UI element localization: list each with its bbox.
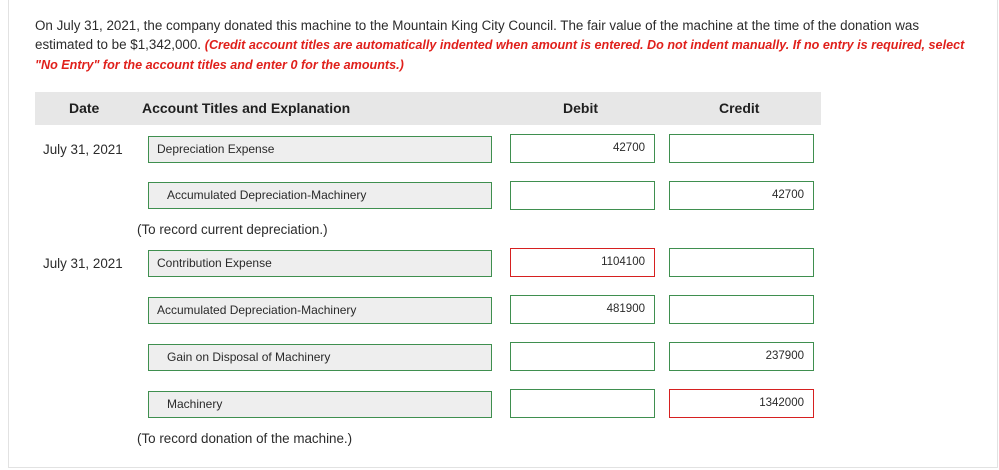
account-title-input[interactable]: Accumulated Depreciation-Machinery <box>148 297 492 324</box>
credit-amount-input[interactable]: 1342000 <box>669 389 814 418</box>
debit-amount-input[interactable] <box>510 181 655 210</box>
account-title-input[interactable]: Accumulated Depreciation-Machinery <box>148 182 492 209</box>
debit-amount-input[interactable]: 481900 <box>510 295 655 324</box>
account-title-input[interactable]: Depreciation Expense <box>148 136 492 163</box>
credit-amount-input[interactable] <box>669 248 814 277</box>
account-title-input[interactable]: Gain on Disposal of Machinery <box>148 344 492 371</box>
debit-amount-input[interactable] <box>510 342 655 371</box>
account-title-input[interactable]: Machinery <box>148 391 492 418</box>
journal-table-header <box>35 92 821 125</box>
header-debit: Debit <box>563 100 598 116</box>
header-date: Date <box>69 100 100 116</box>
entry-date: July 31, 2021 <box>43 256 123 271</box>
debit-amount-input[interactable]: 1104100 <box>510 248 655 277</box>
instruction-text: (Credit account titles are automatically indented when amount is entered. Do not indent manually. If no entry is required, select "No Entry" for the account titles and enter 0 for the amounts.) <box>35 38 965 72</box>
credit-amount-input[interactable]: 42700 <box>669 181 814 210</box>
question-text: On July 31, 2021, the company donated this machine to the Mountain King City Council. The fair value of the machine at the time of the donation was estimated to be $1,342,000. <box>35 18 920 52</box>
debit-amount-input[interactable] <box>510 389 655 418</box>
account-title-input[interactable]: Contribution Expense <box>148 250 492 277</box>
question-text-block <box>35 16 970 75</box>
debit-amount-input[interactable]: 42700 <box>510 134 655 163</box>
header-account-titles: Account Titles and Explanation <box>142 100 351 116</box>
entry-explanation: (To record current depreciation.) <box>137 222 328 237</box>
entry-date: July 31, 2021 <box>43 142 123 157</box>
credit-amount-input[interactable] <box>669 134 814 163</box>
credit-amount-input[interactable]: 237900 <box>669 342 814 371</box>
entry-explanation: (To record donation of the machine.) <box>137 431 353 446</box>
credit-amount-input[interactable] <box>669 295 814 324</box>
header-credit: Credit <box>719 100 760 116</box>
